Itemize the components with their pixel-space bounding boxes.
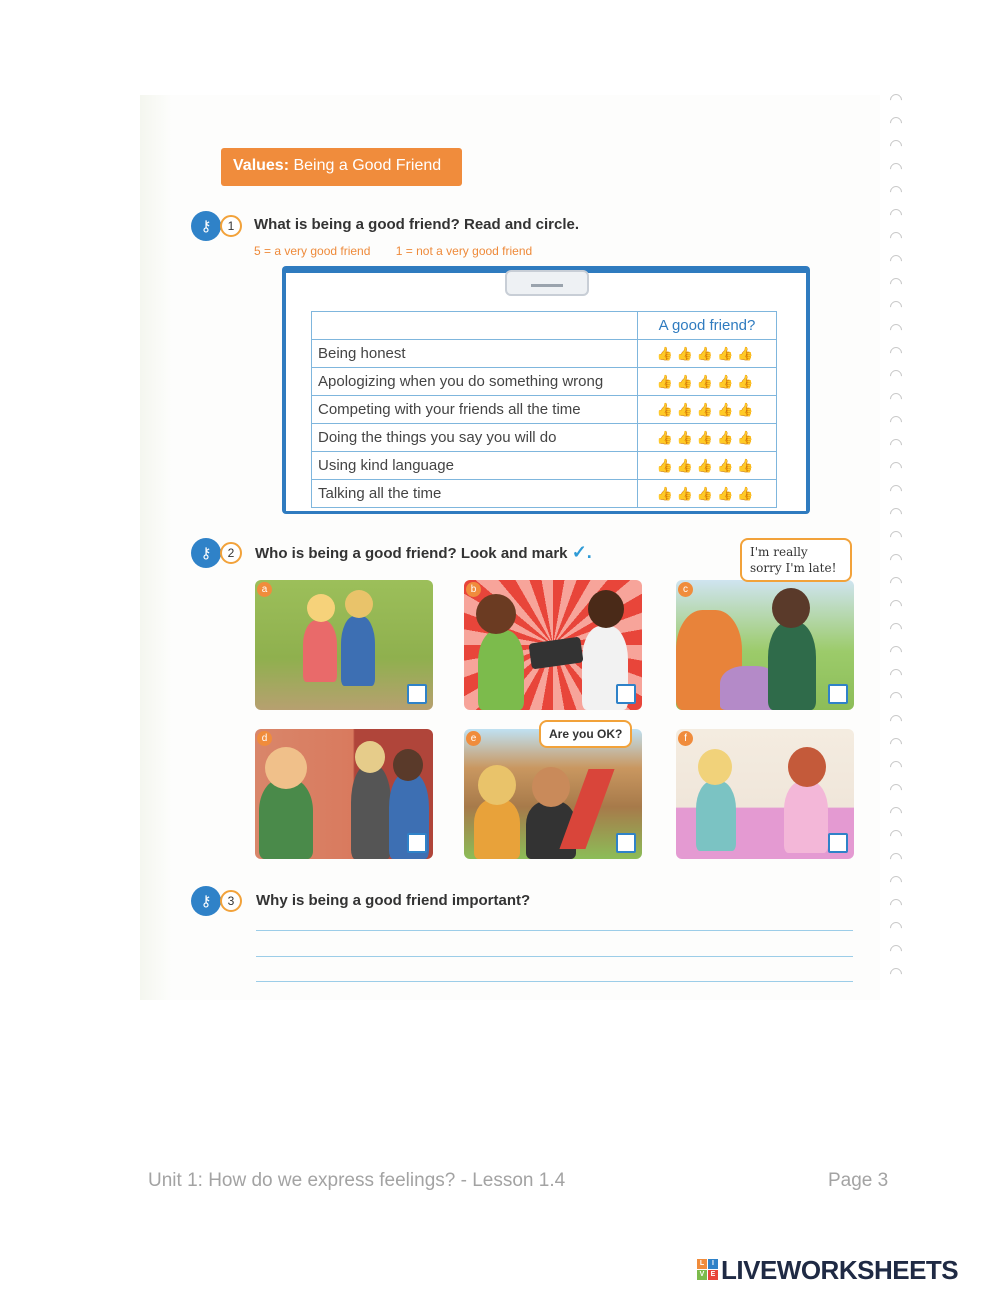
picture-a — [255, 580, 433, 710]
picture-d — [255, 729, 433, 859]
binding-ring — [888, 299, 905, 316]
binding-ring — [888, 920, 905, 937]
thumbs-rating[interactable]: 👍👍👍👍👍 — [638, 340, 777, 368]
picture-letter: a — [257, 582, 272, 597]
table-header-row — [312, 312, 777, 340]
question-3-marker — [191, 886, 247, 916]
binding-ring — [888, 759, 905, 776]
binding-ring — [888, 621, 905, 638]
binding-ring — [888, 897, 905, 914]
table-row — [312, 396, 777, 424]
statement-cell: Being honest — [312, 340, 638, 368]
binding-ring — [888, 115, 905, 132]
child-head — [355, 741, 385, 773]
child-head — [345, 590, 373, 618]
binding-ring — [888, 736, 905, 753]
binding-ring — [888, 805, 905, 822]
binding-ring — [888, 690, 905, 707]
child-head — [588, 590, 624, 628]
binding-ring — [888, 598, 905, 615]
spiral-binding — [888, 94, 908, 994]
tick-icon: ✓. — [571, 542, 592, 562]
question-number: 1 — [220, 215, 242, 237]
question-3-prompt: Why is being a good friend important? — [256, 892, 531, 909]
binding-ring — [888, 713, 905, 730]
rating-scale-legend — [254, 244, 554, 258]
speech-bubble-c: I'm really sorry I'm late! — [740, 538, 852, 582]
child-head — [698, 749, 732, 785]
key-icon: ⚷ — [191, 211, 221, 241]
page-edge-shadow — [140, 95, 172, 1000]
statement-cell: Talking all the time — [312, 480, 638, 508]
child-figure — [768, 622, 816, 710]
question-number: 3 — [220, 890, 242, 912]
picture-e — [464, 729, 642, 859]
thumbs-rating[interactable]: 👍👍👍👍👍 — [638, 424, 777, 452]
picture-b — [464, 580, 642, 710]
answer-checkbox[interactable] — [828, 684, 848, 704]
logo-wordmark: LIVEWORKSHEETS — [721, 1255, 959, 1285]
child-head — [307, 594, 335, 622]
child-head — [788, 747, 826, 787]
binding-ring — [888, 529, 905, 546]
child-head — [476, 594, 516, 634]
binding-ring — [888, 322, 905, 339]
answer-writing-line[interactable] — [256, 930, 853, 931]
child-figure — [303, 620, 337, 682]
binding-ring — [888, 345, 905, 362]
binding-ring — [888, 207, 905, 224]
binding-ring — [888, 253, 905, 270]
question-1-prompt: What is being a good friend? Read and circle. — [254, 216, 580, 233]
binding-ring — [888, 92, 905, 109]
table-row — [312, 340, 777, 368]
table-row — [312, 480, 777, 508]
table-row — [312, 424, 777, 452]
question-2-marker — [191, 538, 247, 568]
question-number: 2 — [220, 542, 242, 564]
table-header-blank — [312, 312, 638, 340]
thumbs-rating[interactable]: 👍👍👍👍👍 — [638, 368, 777, 396]
child-head — [478, 765, 516, 805]
logo-tile: I — [708, 1259, 718, 1269]
binding-ring — [888, 460, 905, 477]
child-figure — [341, 616, 375, 686]
binding-ring — [888, 184, 905, 201]
thumbs-rating[interactable]: 👍👍👍👍👍 — [638, 396, 777, 424]
binding-ring — [888, 437, 905, 454]
child-head — [772, 588, 810, 628]
picture-c — [676, 580, 854, 710]
logo-grid-icon — [697, 1259, 719, 1281]
answer-writing-line[interactable] — [256, 956, 853, 957]
logo-tile: V — [697, 1270, 707, 1280]
binding-ring — [888, 575, 905, 592]
statement-cell: Apologizing when you do something wrong — [312, 368, 638, 396]
statement-cell: Using kind language — [312, 452, 638, 480]
friend-rating-table — [311, 311, 777, 508]
binding-ring — [888, 506, 905, 523]
picture-letter: f — [678, 731, 693, 746]
banner-label: Values: — [233, 157, 290, 174]
child-figure — [474, 799, 520, 859]
key-icon: ⚷ — [191, 538, 221, 568]
binding-ring — [888, 644, 905, 661]
thumbs-rating[interactable]: 👍👍👍👍👍 — [638, 452, 777, 480]
scale-high: 5 = a very good friend — [254, 244, 371, 258]
binding-ring — [888, 667, 905, 684]
section-banner — [221, 148, 462, 186]
binding-ring — [888, 414, 905, 431]
table-row — [312, 368, 777, 396]
binding-ring — [888, 966, 905, 983]
picture-f — [676, 729, 854, 859]
key-icon: ⚷ — [191, 886, 221, 916]
answer-writing-line[interactable] — [256, 981, 853, 982]
logo-tile: E — [708, 1270, 718, 1280]
binding-ring — [888, 943, 905, 960]
table-header-rating: A good friend? — [638, 312, 777, 340]
answer-checkbox[interactable] — [407, 684, 427, 704]
child-figure — [259, 779, 313, 859]
statement-cell: Competing with your friends all the time — [312, 396, 638, 424]
child-figure — [478, 630, 524, 710]
statement-cell: Doing the things you say you will do — [312, 424, 638, 452]
child-head — [265, 747, 307, 789]
picture-letter: d — [257, 731, 272, 746]
page-number: Page 3 — [828, 1170, 889, 1191]
picture-letter: b — [466, 582, 481, 597]
liveworksheets-logo — [697, 1255, 997, 1285]
child-head — [393, 749, 423, 781]
answer-checkbox[interactable] — [616, 684, 636, 704]
binding-ring — [888, 782, 905, 799]
scale-low: 1 = not a very good friend — [395, 244, 533, 258]
binding-ring — [888, 483, 905, 500]
binding-ring — [888, 138, 905, 155]
lesson-footer: Unit 1: How do we express feelings? - Lesson 1.4 — [148, 1170, 566, 1191]
question-2-prompt — [255, 542, 592, 563]
binding-ring — [888, 391, 905, 408]
speech-bubble-e: Are you OK? — [539, 720, 632, 748]
binding-ring — [888, 552, 905, 569]
answer-checkbox[interactable] — [407, 833, 427, 853]
table-row — [312, 452, 777, 480]
binding-ring — [888, 851, 905, 868]
clipboard-clip — [505, 270, 589, 296]
game-console — [528, 637, 583, 670]
child-head — [532, 767, 570, 807]
picture-letter: c — [678, 582, 693, 597]
answer-checkbox[interactable] — [828, 833, 848, 853]
picture-letter: e — [466, 731, 481, 746]
binding-ring — [888, 828, 905, 845]
binding-ring — [888, 874, 905, 891]
question-1-marker — [191, 211, 247, 241]
thumbs-rating[interactable]: 👍👍👍👍👍 — [638, 480, 777, 508]
binding-ring — [888, 161, 905, 178]
child-figure — [696, 781, 736, 851]
banner-title: Being a Good Friend — [293, 157, 442, 174]
child-figure — [351, 765, 391, 859]
binding-ring — [888, 230, 905, 247]
child-figure — [784, 781, 828, 853]
question-2-text: Who is being a good friend? Look and mark — [255, 545, 568, 562]
binding-ring — [888, 276, 905, 293]
logo-tile: L — [697, 1259, 707, 1269]
binding-ring — [888, 368, 905, 385]
answer-checkbox[interactable] — [616, 833, 636, 853]
